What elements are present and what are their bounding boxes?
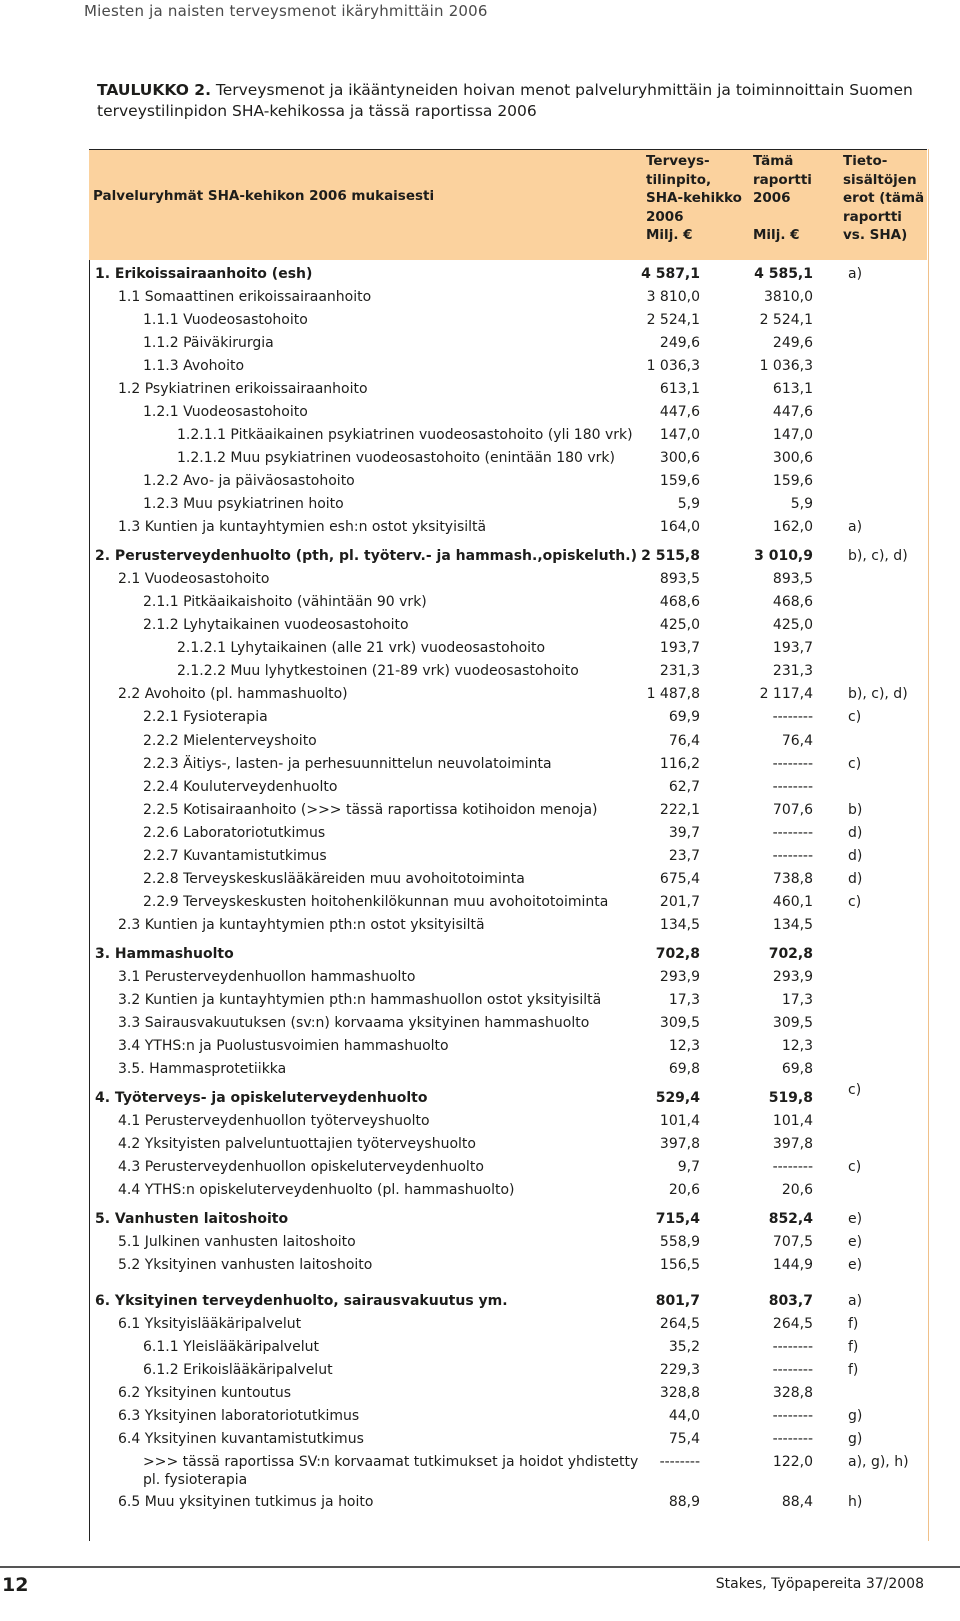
report-value: -------- [772,709,813,725]
note-value: c) [848,894,862,910]
table-row [0,1359,960,1381]
sha-value: 675,4 [659,871,700,887]
row-label: 2.2.1 Fysioterapia [143,709,268,725]
row-label: 2.1.1 Pitkäaikaishoito (vähintään 90 vrk) [143,594,427,610]
report-value: 2 117,4 [759,686,813,702]
row-label: 3. Hammashuolto [95,946,234,962]
sha-value: 69,8 [668,1061,700,1077]
note-value: f) [848,1362,859,1378]
table-row [0,966,960,988]
sha-value: 229,3 [659,1362,700,1378]
sha-value: 1 036,3 [646,358,700,374]
report-value: 88,4 [781,1494,813,1510]
sha-value: 2 524,1 [646,312,700,328]
row-label: 3.1 Perusterveydenhuollon hammashuolto [118,969,416,985]
row-label: 2.2.6 Laboratoriotutkimus [143,825,326,841]
sha-value: 249,6 [659,335,700,351]
table-row [0,1035,960,1057]
report-value: 3810,0 [764,289,813,305]
sha-value: 69,9 [668,709,700,725]
table-row [0,614,960,636]
sha-value: 3 810,0 [646,289,700,305]
sha-value: 558,9 [659,1234,700,1250]
table-row [0,1179,960,1201]
row-label: 1.2.2 Avo- ja päiväosastohoito [143,473,355,489]
table-row [0,1082,960,1109]
sha-value: 101,4 [659,1113,700,1129]
report-value: 147,0 [772,427,813,443]
row-label: 3.5. Hammasprotetiikka [118,1061,287,1077]
sha-value: 159,6 [659,473,700,489]
sha-value: 88,9 [668,1494,700,1510]
report-value: 76,4 [781,733,813,749]
table-row [0,799,960,821]
table-row [0,1156,960,1178]
row-label: 6.4 Yksityinen kuvantamistutkimus [118,1431,364,1447]
note-value: a), g), h) [848,1454,909,1470]
table-row [0,1405,960,1427]
table-row [0,1254,960,1276]
sha-value: -------- [659,1454,700,1470]
sha-value: 893,5 [659,571,700,587]
row-label: 1.1.2 Päiväkirurgia [143,335,274,351]
report-value: 397,8 [772,1136,813,1152]
sha-value: 715,4 [655,1211,700,1227]
note-value: a) [848,519,863,535]
report-value: 468,6 [772,594,813,610]
report-value: 300,6 [772,450,813,466]
note-value: d) [848,871,863,887]
sha-value: 231,3 [659,663,700,679]
table-row [0,493,960,515]
row-label: 3.2 Kuntien ja kuntayhtymien pth:n hammashuollon ostot yksityisiltä [118,992,602,1008]
sha-value: 309,5 [659,1015,700,1031]
report-value: 519,8 [768,1090,813,1106]
report-value: -------- [772,825,813,841]
table-row [0,706,960,728]
row-label: 2.3 Kuntien ja kuntayhtymien pth:n ostot yksityisiltä [118,917,485,933]
row-label: 1.2.3 Muu psykiatrinen hoito [143,496,344,512]
sha-value: 2 515,8 [641,548,700,564]
sha-value: 293,9 [659,969,700,985]
note-value: f) [848,1316,859,1332]
table-row [0,1382,960,1404]
table-row [0,424,960,446]
sha-value: 801,7 [655,1293,700,1309]
note-value: g) [848,1431,863,1447]
table-row [0,263,960,285]
report-value: 4 585,1 [754,266,813,282]
table-row [0,683,960,705]
table-row [0,943,960,965]
report-value: -------- [772,1408,813,1424]
header-service-groups: Palveluryhmät SHA-kehikon 2006 mukaisesti [93,188,435,204]
table-row [0,891,960,913]
report-value: -------- [772,1159,813,1175]
sha-value: 328,8 [659,1385,700,1401]
sha-value: 613,1 [659,381,700,397]
header-report-column: Tämä raportti 2006 Milj. € [753,153,812,243]
report-value: 702,8 [768,946,813,962]
report-value: -------- [772,1362,813,1378]
footer-rule [0,1566,960,1568]
table-row [0,332,960,354]
report-value: -------- [772,1339,813,1355]
report-value: 2 524,1 [759,312,813,328]
report-value: 613,1 [772,381,813,397]
report-value: 101,4 [772,1113,813,1129]
report-value: 293,9 [772,969,813,985]
table-row [0,989,960,1011]
sha-value: 201,7 [659,894,700,910]
row-label: 3.4 YTHS:n ja Puolustusvoimien hammashuolto [118,1038,449,1054]
report-value: 707,6 [772,802,813,818]
table-row [0,776,960,798]
report-value: -------- [772,779,813,795]
note-value: c) [848,1159,862,1175]
report-value: 144,9 [772,1257,813,1273]
table-row [0,822,960,844]
header-sha-column: Terveys- tilinpito, SHA-kehikko 2006 Milj. € [646,153,742,243]
report-value: -------- [772,1431,813,1447]
report-value: 231,3 [772,663,813,679]
table-row [0,545,960,567]
row-label: 1.2.1.1 Pitkäaikainen psykiatrinen vuodeosastohoito (yli 180 vrk) [177,427,633,443]
table-row [0,753,960,775]
sha-value: 193,7 [659,640,700,656]
sha-value: 5,9 [677,496,700,512]
table-row [0,730,960,752]
report-value: 447,6 [772,404,813,420]
sha-value: 4 587,1 [641,266,700,282]
row-label: 6.2 Yksityinen kuntoutus [118,1385,292,1401]
sha-value: 702,8 [655,946,700,962]
sha-value: 397,8 [659,1136,700,1152]
note-value: a) [848,266,863,282]
report-value: 159,6 [772,473,813,489]
table-row [0,1058,960,1080]
table-row [0,1012,960,1034]
sha-value: 35,2 [668,1339,700,1355]
report-value: 20,6 [781,1182,813,1198]
report-value: 12,3 [781,1038,813,1054]
note-value: e) [848,1234,863,1250]
row-label: 2.2.7 Kuvantamistutkimus [143,848,327,864]
row-label: 2.1.2.1 Lyhytaikainen (alle 21 vrk) vuodeosastohoito [177,640,546,656]
table-row [0,447,960,469]
table-row [0,1290,960,1312]
row-label: 2.2.3 Äitiys-, lasten- ja perhesuunnittelun neuvolatoiminta [143,756,552,772]
row-label: 4.2 Yksityisten palveluntuottajien työterveyshuolto [118,1136,476,1152]
note-value: a) [848,1293,863,1309]
note-value: d) [848,848,863,864]
row-label: 2. Perusterveydenhuolto (pth, pl. työterv.- ja hammash.,opiskeluth.) [95,548,637,564]
table-row [0,1336,960,1358]
table-row [0,591,960,613]
report-value: 328,8 [772,1385,813,1401]
publication-info: Stakes, Työpapereita 37/2008 [715,1576,924,1592]
row-label: 1.2 Psykiatrinen erikoissairaanhoito [118,381,368,397]
row-label: 2.1.2 Lyhytaikainen vuodeosastohoito [143,617,409,633]
table-row [0,868,960,890]
row-label: 2.2.5 Kotisairaanhoito (>>> tässä raportissa kotihoidon menoja) [143,802,598,818]
note-value: b) [848,802,863,818]
table-caption-label: TAULUKKO 2. [97,81,211,99]
row-label: 1.3 Kuntien ja kuntayhtymien esh:n ostot yksityisiltä [118,519,487,535]
row-label: 2.1 Vuodeosastohoito [118,571,270,587]
table-row [0,568,960,590]
table-header [89,149,927,260]
row-label: 6.5 Muu yksityinen tutkimus ja hoito [118,1494,374,1510]
note-value: e) [848,1211,863,1227]
sha-value: 17,3 [668,992,700,1008]
row-label: 2.2.8 Terveyskeskuslääkäreiden muu avohoitotoiminta [143,871,525,887]
table-row [0,914,960,936]
table-caption-text: Terveysmenot ja ikääntyneiden hoivan menot palveluryhmittäin ja toiminnoittain Suomen terveystilinpidon SHA-kehikossa ja tässä raportissa 2006 [97,81,913,120]
note-value: c) [848,756,862,772]
report-value: 425,0 [772,617,813,633]
sha-value: 9,7 [677,1159,700,1175]
row-label: 5.1 Julkinen vanhusten laitoshoito [118,1234,356,1250]
sha-value: 447,6 [659,404,700,420]
row-label: 6.1.1 Yleislääkäripalvelut [143,1339,319,1355]
note-value: h) [848,1494,863,1510]
note-value: f) [848,1339,859,1355]
row-label: 6.1 Yksityislääkäripalvelut [118,1316,302,1332]
table-row [0,1428,960,1450]
table-row [0,1133,960,1155]
sha-value: 147,0 [659,427,700,443]
note-value: b), c), d) [848,548,908,564]
sha-value: 1 487,8 [646,686,700,702]
row-label: 2.2.4 Kouluterveydenhuolto [143,779,338,795]
table-row [0,1451,960,1491]
sha-value: 425,0 [659,617,700,633]
report-value: 1 036,3 [759,358,813,374]
report-value: 69,8 [781,1061,813,1077]
report-value: 738,8 [772,871,813,887]
note-value: c) [848,1082,862,1098]
report-value: 264,5 [772,1316,813,1332]
report-value: -------- [772,848,813,864]
sha-value: 44,0 [668,1408,700,1424]
sha-value: 164,0 [659,519,700,535]
table-row [0,845,960,867]
table-row [0,1208,960,1230]
sha-value: 116,2 [659,756,700,772]
report-value: 460,1 [772,894,813,910]
row-label: 4. Työterveys- ja opiskeluterveydenhuolto [95,1090,428,1106]
report-value: 134,5 [772,917,813,933]
table-row [0,401,960,423]
sha-value: 468,6 [659,594,700,610]
table-row [0,637,960,659]
table-row [0,470,960,492]
sha-value: 529,4 [655,1090,700,1106]
row-label: 1. Erikoissairaanhoito (esh) [95,266,313,282]
row-label: 6.3 Yksityinen laboratoriotutkimus [118,1408,360,1424]
report-value: 122,0 [772,1454,813,1470]
table-row [0,378,960,400]
row-label: 2.2.9 Terveyskeskusten hoitohenkilökunnan muu avohoitotoiminta [143,894,609,910]
row-label: 2.1.2.2 Muu lyhytkestoinen (21-89 vrk) vuodeosastohoito [177,663,579,679]
table-row [0,355,960,377]
note-value: d) [848,825,863,841]
sha-value: 156,5 [659,1257,700,1273]
table-caption [97,80,927,122]
sha-value: 134,5 [659,917,700,933]
row-label: 6. Yksityinen terveydenhuolto, sairausvakuutus ym. [95,1293,508,1309]
note-value: g) [848,1408,863,1424]
row-label: 5. Vanhusten laitoshoito [95,1211,289,1227]
sha-value: 76,4 [668,733,700,749]
row-label: 4.3 Perusterveydenhuollon opiskeluterveydenhuolto [118,1159,484,1175]
note-value: b), c), d) [848,686,908,702]
running-head: Miesten ja naisten terveysmenot ikäryhmittäin 2006 [84,2,488,20]
row-label: 4.4 YTHS:n opiskeluterveydenhuolto (pl. hammashuolto) [118,1182,515,1198]
report-value: 852,4 [768,1211,813,1227]
report-value: 893,5 [772,571,813,587]
table-row [0,309,960,331]
sha-value: 23,7 [668,848,700,864]
row-label: 1.1.1 Vuodeosastohoito [143,312,308,328]
page-number: 12 [2,1574,29,1596]
row-label: 1.1 Somaattinen erikoissairaanhoito [118,289,372,305]
report-value: 3 010,9 [754,548,813,564]
report-value: -------- [772,756,813,772]
row-label: 3.3 Sairausvakuutuksen (sv:n) korvaama yksityinen hammashuolto [118,1015,590,1031]
header-notes-column: Tieto- sisältöjen erot (tämä raportti vs. SHA) [843,153,925,243]
sha-value: 75,4 [668,1431,700,1447]
note-value: c) [848,709,862,725]
sha-value: 39,7 [668,825,700,841]
sha-value: 20,6 [668,1182,700,1198]
row-label: 2.2.2 Mielenterveyshoito [143,733,317,749]
row-label: 6.1.2 Erikoislääkäripalvelut [143,1362,333,1378]
report-value: 5,9 [790,496,813,512]
row-label: 4.1 Perusterveydenhuollon työterveyshuolto [118,1113,430,1129]
report-value: 707,5 [772,1234,813,1250]
report-value: 17,3 [781,992,813,1008]
table-row [0,1231,960,1253]
table-row [0,660,960,682]
sha-value: 264,5 [659,1316,700,1332]
report-value: 193,7 [772,640,813,656]
table-row [0,1491,960,1513]
sha-value: 62,7 [668,779,700,795]
report-value: 309,5 [772,1015,813,1031]
sha-value: 12,3 [668,1038,700,1054]
row-label: 1.2.1 Vuodeosastohoito [143,404,308,420]
report-value: 803,7 [768,1293,813,1309]
table-row [0,516,960,538]
note-value: e) [848,1257,863,1273]
row-label: 1.1.3 Avohoito [143,358,245,374]
sha-value: 300,6 [659,450,700,466]
row-label: 5.2 Yksityinen vanhusten laitoshoito [118,1257,373,1273]
report-value: 249,6 [772,335,813,351]
row-label: >>> tässä raportissa SV:n korvaamat tutkimukset ja hoidot yhdistetty pl. fysioterapia [143,1454,639,1488]
report-value: 162,0 [772,519,813,535]
table-row [0,1313,960,1335]
row-label: 1.2.1.2 Muu psykiatrinen vuodeosastohoito (enintään 180 vrk) [177,450,615,466]
sha-value: 222,1 [659,802,700,818]
table-row [0,286,960,308]
table-row [0,1110,960,1132]
row-label: 2.2 Avohoito (pl. hammashuolto) [118,686,348,702]
